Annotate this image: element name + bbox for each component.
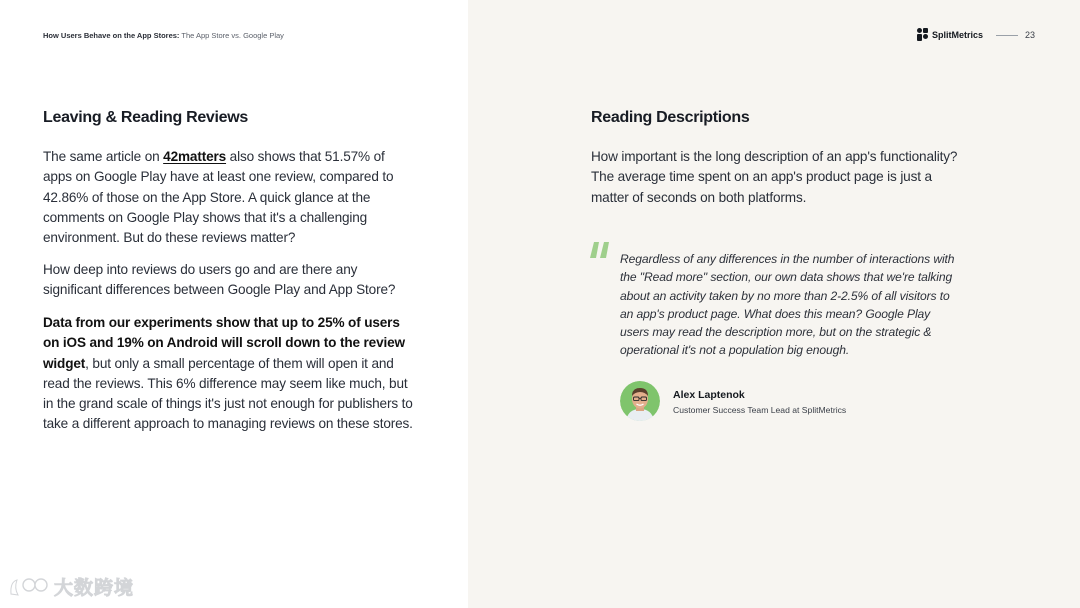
reviews-paragraph-2: How deep into reviews do users go and are there any significant differences between Google Play and App Store? — [43, 262, 396, 298]
watermark-text: 大数跨境 — [54, 578, 135, 599]
testimonial-quote: Regardless of any differences in the number of interactions with the "Read more" section, our own data shows that we're talking about an activity taken by no more than 2-2.5% of all visitors to an app's product page. What does this mean? Google Play users may read the description more, but on the strategic & operational it's not a population big enough. — [620, 252, 955, 358]
section-heading-reviews: Leaving & Reading Reviews — [43, 109, 249, 126]
reviews-p3-rest: , but only a small percentage of them will open it and read the reviews. This 6% difference may seem like much, but in the grand scale of things it's just not enough for publishers to take a different approach to managing reviews on these stores. — [43, 355, 413, 432]
42matters-link[interactable]: 42matters — [163, 149, 227, 164]
brand-name: SplitMetrics — [932, 29, 984, 40]
document-title-bold: How Users Behave on the App Stores: — [43, 31, 180, 40]
section-heading-descriptions: Reading Descriptions — [591, 109, 750, 126]
brand — [917, 28, 983, 41]
reviews-paragraph-1 — [43, 147, 415, 248]
reviews-paragraph-3 — [43, 313, 415, 435]
header-divider — [996, 35, 1018, 36]
left-pane — [0, 0, 468, 608]
reviews-p3-highlight: Data from our experiments show that up to 25% of users on iOS and 19% on Android will scroll down to the review widget — [43, 315, 405, 371]
document-title — [43, 31, 284, 40]
author-avatar — [620, 381, 660, 421]
watermark-logo-icon — [8, 574, 50, 600]
watermark — [8, 573, 134, 600]
page-number: 23 — [1025, 30, 1036, 40]
splitmetrics-logo-icon — [917, 28, 928, 41]
quote-mark-icon — [589, 239, 611, 261]
author-role: Customer Success Team Lead at SplitMetrics — [673, 405, 847, 415]
descriptions-paragraph: How important is the long description of an app's functionality? The average time spent on an app's product page is just a matter of seconds on both platforms. — [591, 149, 958, 205]
reviews-p1-start: The same article on — [43, 149, 164, 164]
reviews-p1-end: also shows that 51.57% of apps on Google Play have at least one review, compared to 42.86% of those on the App Store. A quick glance at the comments on Google Play shows that it's a challenging environment. But do these reviews matter? — [43, 149, 394, 246]
author-name: Alex Laptenok — [673, 389, 745, 401]
document-title-rest: The App Store vs. Google Play — [179, 31, 284, 40]
